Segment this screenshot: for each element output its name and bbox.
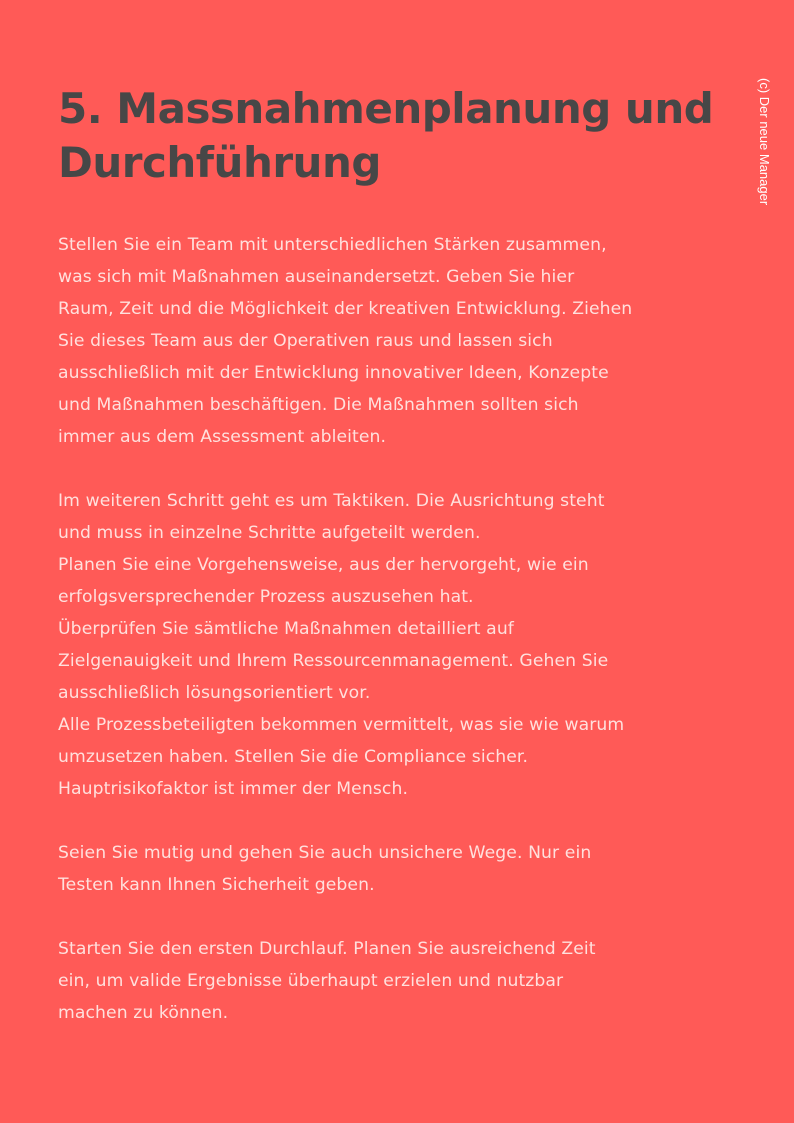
text-line: ausschließlich mit der Entwicklung innovativer Ideen, Konzepte [58,363,609,383]
text-line: Überprüfen Sie sämtliche Maßnahmen detailliert auf [58,619,514,639]
text-line: immer aus dem Assessment ableiten. [58,427,387,447]
text-line: Sie dieses Team aus der Operativen raus und lassen sich [58,331,553,351]
text-line: Stellen Sie ein Team mit unterschiedlichen Stärken zusammen, [58,235,607,255]
paragraph [58,229,748,453]
text-line: umzusetzen haben. Stellen Sie die Compliance sicher. [58,747,529,767]
text-line: und muss in einzelne Schritte aufgeteilt werden. [58,523,481,543]
text-line: Testen kann Ihnen Sicherheit geben. [58,875,375,895]
text-line: Raum, Zeit und die Möglichkeit der kreativen Entwicklung. Ziehen [58,299,633,319]
text-line: Hauptrisikofaktor ist immer der Mensch. [58,779,409,799]
body-text [58,229,748,1061]
paragraph [58,485,748,805]
text-line: Starten Sie den ersten Durchlauf. Planen Sie ausreichend Zeit [58,939,596,959]
text-line: Zielgenauigkeit und Ihrem Ressourcenmanagement. Gehen Sie [58,651,609,671]
text-line: erfolgsversprechender Prozess auszusehen hat. [58,587,474,607]
text-line: Planen Sie eine Vorgehensweise, aus der hervorgeht, wie ein [58,555,589,575]
text-line: Alle Prozessbeteiligten bekommen vermittelt, was sie wie warum [58,715,625,735]
text-line: Seien Sie mutig und gehen Sie auch unsichere Wege. Nur ein [58,843,592,863]
text-line: ausschließlich lösungsorientiert vor. [58,683,371,703]
text-line: was sich mit Maßnahmen auseinandersetzt. Geben Sie hier [58,267,575,287]
text-line: Im weiteren Schritt geht es um Taktiken. Die Ausrichtung steht [58,491,605,511]
paragraph [58,837,748,901]
page-title: 5. Massnahmenplanung und Durchführung [58,84,714,187]
text-line: und Maßnahmen beschäftigen. Die Maßnahmen sollten sich [58,395,579,415]
copyright-notice: (c) Der neue Manager [757,78,772,206]
text-line: ein, um valide Ergebnisse überhaupt erzielen und nutzbar [58,971,564,991]
text-line: machen zu können. [58,1003,229,1023]
paragraph [58,933,748,1029]
